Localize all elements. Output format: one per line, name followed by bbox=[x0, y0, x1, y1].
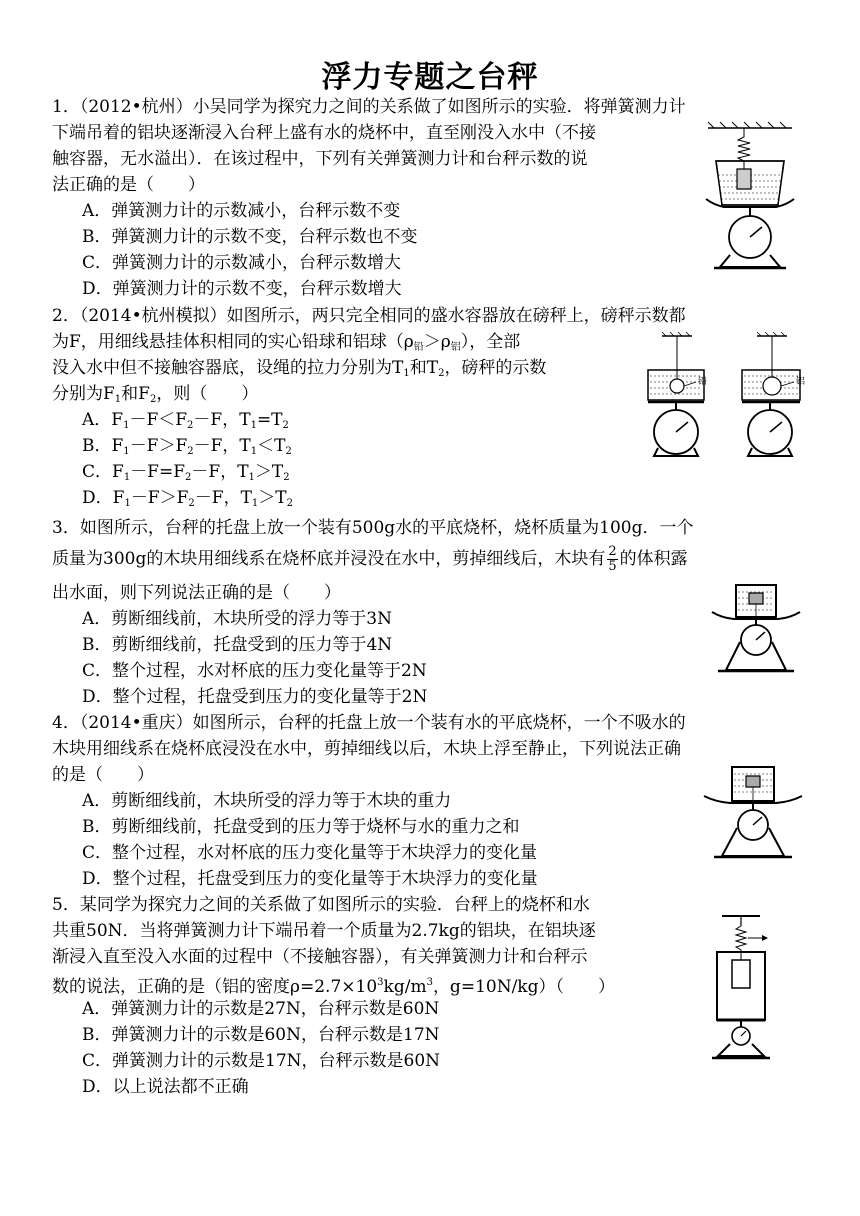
q4-option-c: C．整个过程，水对杯底的压力变化量等于木块浮力的变化量 bbox=[82, 843, 538, 863]
q3-option-d: D．整个过程，托盘受到压力的变化量等于2N bbox=[82, 687, 428, 707]
q2-fig-label-aluminum: 铝 bbox=[796, 377, 806, 387]
q5-line-4: 数的说法，正确的是（铝的密度$\rho=2.7\times 10^3kg/m^3$，g=10N/kg）（ ） bbox=[52, 977, 615, 997]
q1-option-a: A．弹簧测力计的示数减小，台秤示数不变 bbox=[82, 201, 401, 221]
q5-line-2: 共重50N．当将弹簧测力计下端吊着一个质量为2.7kg的铝块，在铝块逐 bbox=[52, 921, 596, 941]
q2-option-a: A．$F_1-F<F_2-F$，$T_1=T_2$ bbox=[82, 410, 289, 431]
q4-line-3: 的是（ ） bbox=[52, 765, 154, 785]
q5-figure-spring-scale-beaker bbox=[706, 912, 776, 1064]
q2-option-c: C．$F_1-F=F_2-F$，$T_1>T_2$ bbox=[82, 462, 290, 483]
q2-line-4: 分别为$F_1$和$F_2$，则（ ） bbox=[52, 384, 259, 405]
q1-line-4: 法正确的是（ ） bbox=[52, 175, 205, 195]
q2-figure-two-scales bbox=[640, 332, 820, 462]
q2-option-d: D．$F_1-F>F_2-F$，$T_1>T_2$ bbox=[82, 488, 294, 509]
q3-line-2: 质量为300g的木块用细线系在烧杯底并浸没在水中，剪掉细线后，木块有 $\frac{2}{5}$ 的体积露 bbox=[52, 544, 688, 574]
q4-option-a: A．剪断细线前，木块所受的浮力等于木块的重力 bbox=[82, 791, 452, 811]
q1-line-3: 触容器，无水溢出）．在该过程中，下列有关弹簧测力计和台秤示数的说 bbox=[52, 149, 588, 169]
q5-option-c: C．弹簧测力计的示数是17N，台秤示数是60N bbox=[82, 1051, 441, 1071]
q4-option-b: B．剪断细线前，托盘受到的压力等于烧杯与水的重力之和 bbox=[82, 817, 520, 837]
page-title: 浮力专题之台秤 bbox=[321, 60, 539, 95]
q3-option-a: A．剪断细线前，木块所受的浮力等于3N bbox=[82, 609, 392, 629]
q5-option-d: D．以上说法都不正确 bbox=[82, 1077, 249, 1097]
q3-option-c: C．整个过程，水对杯底的压力变化量等于2N bbox=[82, 661, 427, 681]
q2-line-2: 为F，用细线悬挂体积相同的实心铅球和铝球$(\rho_铅>\rho_铝)$，全部 bbox=[52, 332, 521, 353]
q5-line-3: 渐浸入直至没入水面的过程中（不接触容器），有关弹簧测力计和台秤示 bbox=[52, 947, 588, 967]
q3-fraction: $\frac{2}{5}$ bbox=[608, 544, 617, 574]
q4-option-d: D．整个过程，托盘受到压力的变化量等于木块浮力的变化量 bbox=[82, 869, 538, 889]
q5-line-1: 5．某同学为探究力之间的关系做了如图所示的实验．台秤上的烧杯和水 bbox=[52, 895, 590, 915]
q4-line-1: 4．（2014•重庆）如图所示，台秤的托盘上放一个装有水的平底烧杯，一个不吸水的 bbox=[52, 713, 686, 733]
q5-option-a: A．弹簧测力计的示数是27N，台秤示数是60N bbox=[82, 999, 440, 1019]
q1-figure-spring-scale-beaker bbox=[700, 125, 800, 270]
q1-option-b: B．弹簧测力计的示数不变，台秤示数也不变 bbox=[82, 227, 418, 247]
q3-line-1: 3．如图所示，台秤的托盘上放一个装有500g水的平底烧杯，烧杯质量为100g．一个 bbox=[52, 518, 694, 538]
q1-line-1: 1．（2012•杭州）小吴同学为探究力之间的关系做了如图所示的实验．将弹簧测力计 bbox=[52, 97, 686, 117]
q2-line-3: 没入水中但不接触容器底，设绳的拉力分别为$T_1$和$T_2$，磅秤的示数 bbox=[52, 358, 547, 379]
q2-fig-label-lead: 铅 bbox=[698, 377, 708, 387]
q1-option-c: C．弹簧测力计的示数减小，台秤示数增大 bbox=[82, 253, 402, 273]
q3-line-3: 出水面，则下列说法正确的是（ ） bbox=[52, 583, 341, 603]
q4-figure-scale-beaker-block bbox=[700, 764, 806, 860]
q4-line-2: 木块用细线系在烧杯底浸没在水中，剪掉细线以后，木块上浮至静止，下列说法正确 bbox=[52, 739, 681, 759]
q3-option-b: B．剪断细线前，托盘受到的压力等于4N bbox=[82, 635, 393, 655]
q1-line-2: 下端吊着的铝块逐渐浸入台秤上盛有水的烧杯中，直至刚没入水中（不接 bbox=[52, 123, 596, 143]
q5-option-b: B．弹簧测力计的示数是60N，台秤示数是17N bbox=[82, 1025, 440, 1045]
q2-line-1: 2．（2014•杭州模拟）如图所示，两只完全相同的盛水容器放在磅秤上，磅秤示数都 bbox=[52, 306, 686, 326]
q3-figure-scale-beaker-block bbox=[706, 582, 806, 674]
q1-option-d: D．弹簧测力计的示数不变，台秤示数增大 bbox=[82, 279, 402, 299]
q2-option-b: B．$F_1-F>F_2-F$，$T_1<T_2$ bbox=[82, 436, 292, 457]
